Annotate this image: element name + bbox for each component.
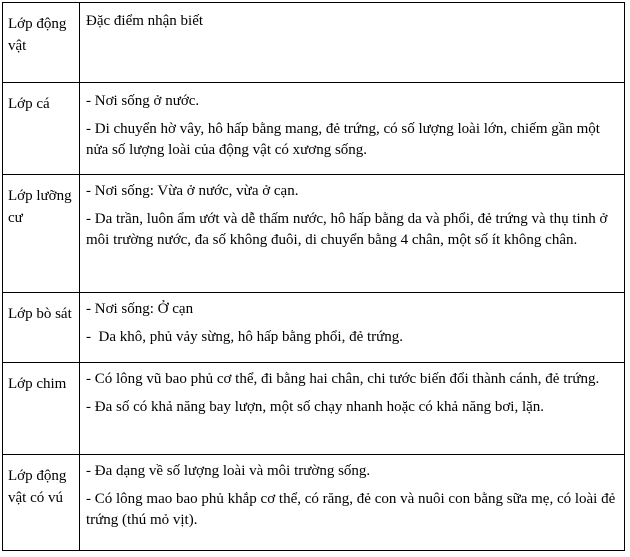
- description-line: - Nơi sống: Ở cạn: [86, 301, 194, 317]
- class-name-cell: [3, 455, 80, 551]
- animal-classes-table: [2, 2, 625, 551]
- header-class-cell: [3, 3, 80, 83]
- class-name: Lớp bò sát: [8, 306, 72, 322]
- table-row: [3, 293, 625, 363]
- class-name: Lớp chim: [8, 376, 67, 392]
- class-name-cell: [3, 363, 80, 455]
- class-name: Lớp cá: [8, 96, 50, 112]
- table-header-row: [3, 3, 625, 83]
- description-cell: [80, 83, 625, 175]
- description-line: - Da trần, luôn ẩm ướt và dễ thấm nước, hô hấp bằng da và phổi, đẻ trứng và thụ tinh ở môi trường nước, đa số không đuôi, di chuyển bằng 4 chân, một số ít không chân.: [86, 211, 608, 248]
- header-class-label: Lớp động vật: [8, 16, 67, 54]
- description-cell: [80, 293, 625, 363]
- table-row: [3, 175, 625, 293]
- description-line: - Đa số có khả năng bay lượn, một số chạy nhanh hoặc có khả năng bơi, lặn.: [86, 399, 545, 415]
- class-name-cell: [3, 175, 80, 293]
- description-line: - Di chuyển hờ vây, hô hấp bằng mang, đẻ trứng, có số lượng loài lớn, chiếm gần một nửa số lượng loài của động vật có xương sống.: [86, 121, 600, 158]
- description-line: - Có lông mao bao phủ khắp cơ thể, có răng, đẻ con và nuôi con bằng sữa mẹ, có loài đẻ trứng (thú mỏ vịt).: [86, 491, 616, 528]
- description-cell: [80, 175, 625, 293]
- table-row: [3, 83, 625, 175]
- header-feature-cell: [80, 3, 625, 83]
- class-name: Lớp động vật có vú: [8, 468, 67, 506]
- description-line: - Có lông vũ bao phủ cơ thể, đi bằng hai chân, chi tước biến đổi thành cánh, đẻ trứng.: [86, 371, 600, 387]
- description-line: - Nơi sống ở nước.: [86, 93, 200, 109]
- table-row: [3, 363, 625, 455]
- description-cell: [80, 455, 625, 551]
- description-cell: [80, 363, 625, 455]
- class-name-cell: [3, 293, 80, 363]
- description-line: - Da khô, phủ vảy sừng, hô hấp bằng phổi, đẻ trứng.: [86, 329, 404, 345]
- class-name: Lớp lưỡng cư: [8, 188, 72, 226]
- class-name-cell: [3, 83, 80, 175]
- description-line: - Nơi sống: Vừa ở nước, vừa ở cạn.: [86, 183, 299, 199]
- table-row: [3, 455, 625, 551]
- header-feature-label: Đặc điểm nhận biết: [86, 13, 204, 29]
- description-line: - Đa dạng về số lượng loài và môi trường sống.: [86, 463, 371, 479]
